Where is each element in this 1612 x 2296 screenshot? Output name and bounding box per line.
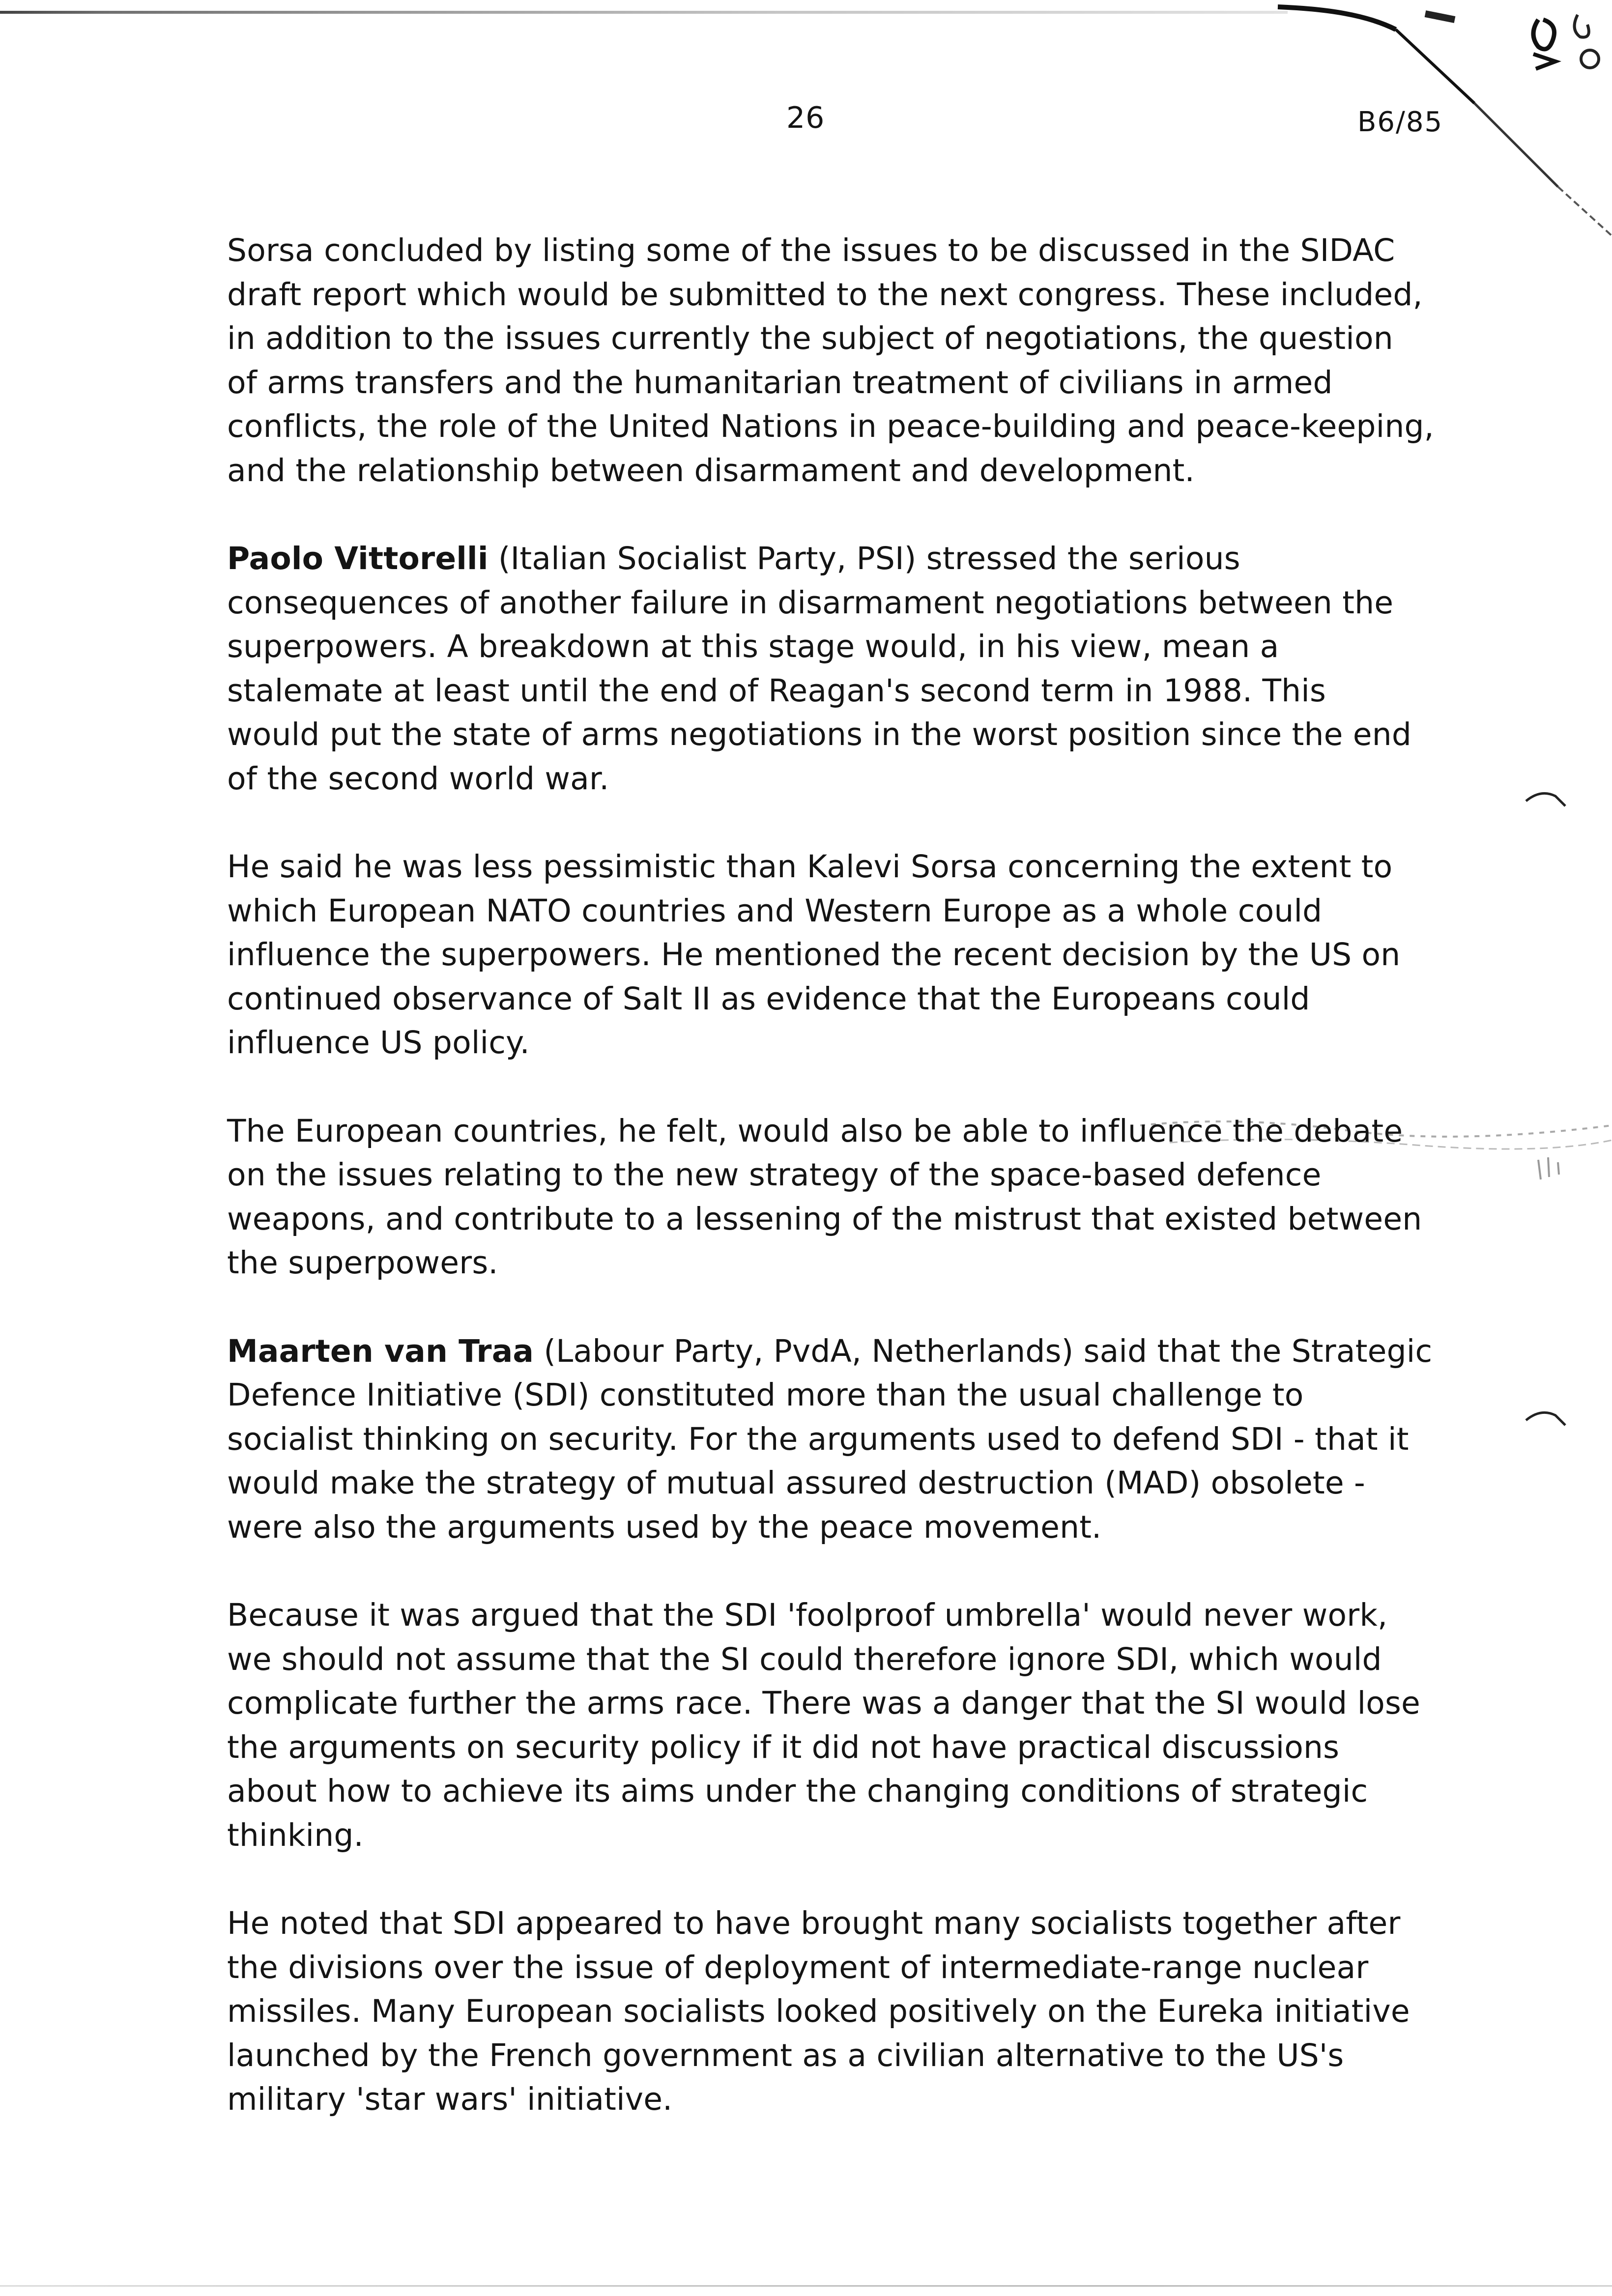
paragraph-text: Sorsa concluded by listing some of the issues to be discussed in the SIDAC draft report which would be submitted to the next congress. These included, in addition to the issues currently the subject of negotiations, the question of arms transfers and the humanitarian treatment of civilians in armed conflicts, the role of the United Nations in peace-building and peace-keeping, and the relationship between disarmament and development. <box>227 232 1434 488</box>
paragraph <box>227 229 1466 492</box>
paragraph-text: (Italian Socialist Party, PSI) stressed the serious consequences of another failure in disarmament negotiations between the superpowers. A breakdown at this stage would, in his view, mean a stalemate at least until the end of Reagan's second term in 1988. This would put the state of arms negotiations in the worst position since the end of the second world war. <box>227 541 1412 797</box>
paragraph <box>227 537 1466 801</box>
paragraph-text: Because it was argued that the SDI 'foolproof umbrella' would never work, we should not assume that the SI could therefore ignore SDI, which would complicate further the arms race. There was a danger that the SI would lose the arguments on security policy if it did not have practical discussions about how to achieve its aims under the changing conditions of strategic thinking. <box>227 1597 1421 1853</box>
scan-artifact-top-line <box>0 11 1288 14</box>
margin-tick-mark <box>1521 786 1570 811</box>
paragraph-text: He said he was less pessimistic than Kalevi Sorsa concerning the extent to which European NATO countries and Western Europe as a whole could influence the superpowers. He mentioned the recent decision by the US on continued observance of Salt II as evidence that the Europeans could influence US policy. <box>227 849 1401 1061</box>
speaker-name: Paolo Vittorelli <box>227 541 489 576</box>
document-reference: B6/85 <box>1357 106 1443 138</box>
paragraph <box>227 1329 1466 1550</box>
paragraph-text: The European countries, he felt, would also be able to influence the debate on the issues relating to the new strategy of the space-based defence weapons, and contribute to a lessening of the mistrust that existed between the superpowers. <box>227 1113 1422 1281</box>
paragraph <box>227 1593 1466 1857</box>
paragraph-text: He noted that SDI appeared to have brought many socialists together after the divisions over the issue of deployment of intermediate-range nuclear missiles. Many European socialists looked positively on the Eureka initiative launched by the French government as a civilian alternative to the US's military 'star wars' initiative. <box>227 1905 1410 2117</box>
document-body <box>227 229 1466 2122</box>
margin-tick-mark <box>1521 1406 1570 1430</box>
paragraph <box>227 1901 1466 2122</box>
paragraph <box>227 845 1466 1065</box>
page-number: 26 <box>786 101 825 135</box>
speaker-name: Maarten van Traa <box>227 1333 534 1369</box>
paragraph-text: (Labour Party, PvdA, Netherlands) said that the Strategic Defence Initiative (SDI) constituted more than the usual challenge to socialist thinking on security. For the arguments used to defend SDI - that it would make the strategy of mutual assured destruction (MAD) obsolete - were also the arguments used by the peace movement. <box>227 1333 1433 1545</box>
paragraph <box>227 1109 1466 1285</box>
handwritten-stamp-mark <box>1524 0 1612 93</box>
scan-artifact-bottom-line <box>0 2285 1612 2287</box>
